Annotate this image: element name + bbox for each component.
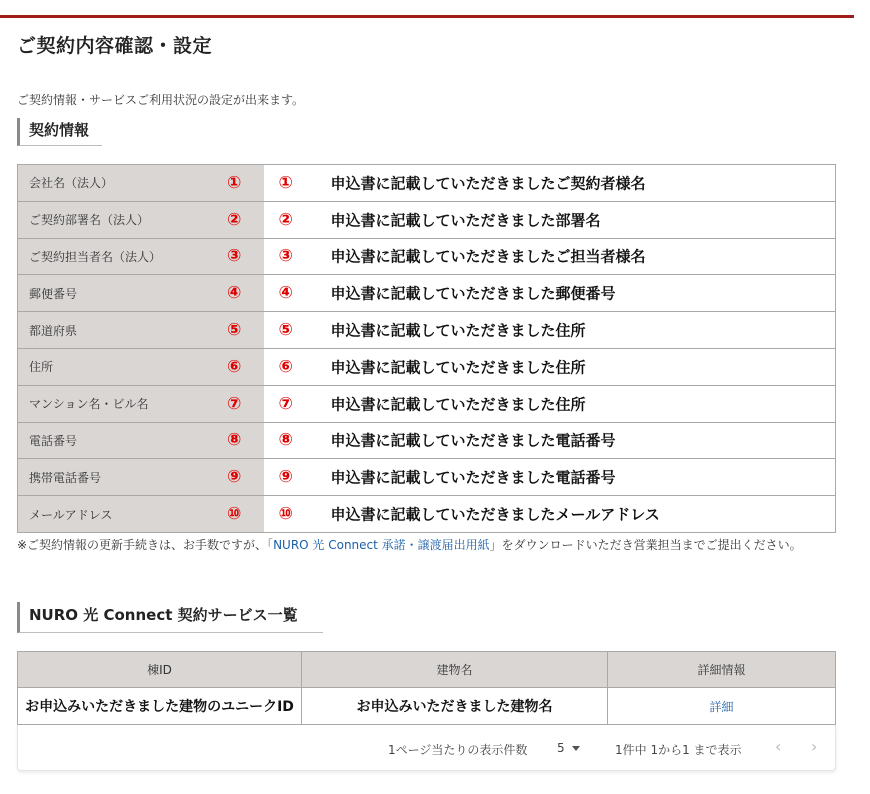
field-label: 住所 ⑥: [18, 348, 264, 385]
field-label: 会社名（法人） ①: [18, 165, 264, 202]
value-marker: ⑨: [278, 467, 293, 488]
table-row: [18, 165, 836, 202]
value-text: 申込書に記載していただきました郵便番号: [330, 284, 616, 303]
value-marker: ⑩: [278, 504, 293, 525]
column-header-details[interactable]: 詳細情報: [608, 652, 836, 688]
value-marker: ②: [278, 209, 293, 230]
column-header-building-id[interactable]: 棟ID: [18, 652, 302, 688]
value-text: 申込書に記載していただきました電話番号: [330, 468, 616, 487]
building-id-cell: お申込みいただきました建物のユニークID: [18, 688, 302, 725]
field-marker: ②: [227, 209, 242, 230]
field-value: [264, 385, 836, 422]
table-row: [18, 385, 836, 422]
value-text: 申込書に記載していただきましたメールアドレス: [330, 505, 660, 524]
chevron-down-icon[interactable]: [572, 746, 580, 751]
contract-info-table: [17, 164, 836, 533]
value-text: 申込書に記載していただきました住所: [330, 395, 586, 414]
per-page-label: 1ページ当たりの表示件数: [388, 743, 528, 757]
table-row: [18, 238, 836, 275]
field-marker: ③: [227, 246, 242, 267]
value-marker: ⑤: [278, 320, 293, 341]
page-title: ご契約内容確認・設定: [17, 35, 213, 57]
value-text: 申込書に記載していただきました住所: [330, 321, 586, 340]
field-label: 電話番号 ⑧: [18, 422, 264, 459]
field-value: [264, 496, 836, 533]
field-label: 郵便番号 ④: [18, 275, 264, 312]
service-table: [17, 651, 836, 725]
value-text: 申込書に記載していただきました住所: [330, 358, 586, 377]
table-row: [18, 348, 836, 385]
column-header-building-name[interactable]: 建物名: [302, 652, 608, 688]
service-list: [17, 651, 836, 771]
field-value: [264, 201, 836, 238]
field-label: 携帯電話番号 ⑨: [18, 459, 264, 496]
value-marker: ①: [278, 172, 293, 193]
contract-update-note: ※ご契約情報の更新手続きは、お手数ですが、「NURO 光 Connect 承諾・譲渡届出用紙」をダウンロードいただき営業担当までご提出ください。: [17, 538, 802, 552]
chevron-right-icon[interactable]: ›: [811, 737, 818, 756]
service-list-heading: NURO 光 Connect 契約サービス一覧: [17, 602, 323, 633]
field-label: ご契約担当者名（法人） ③: [18, 238, 264, 275]
building-name-cell: お申込みいただきました建物名: [302, 688, 608, 725]
field-value: [264, 275, 836, 312]
per-page-select[interactable]: 5: [557, 741, 565, 755]
field-marker: ④: [227, 283, 242, 304]
field-label: 都道府県 ⑤: [18, 312, 264, 349]
field-value: [264, 459, 836, 496]
table-row: [18, 422, 836, 459]
table-row: [18, 312, 836, 349]
chevron-left-icon[interactable]: ‹: [775, 737, 782, 756]
value-marker: ④: [278, 283, 293, 304]
table-row: [18, 201, 836, 238]
value-text: 申込書に記載していただきましたご担当者様名: [330, 247, 646, 266]
field-marker: ①: [227, 172, 242, 193]
field-marker: ⑩: [227, 504, 242, 525]
details-link[interactable]: 詳細: [608, 688, 836, 725]
field-label: ご契約部署名（法人） ②: [18, 201, 264, 238]
field-value: [264, 422, 836, 459]
value-marker: ⑥: [278, 356, 293, 377]
table-row: [18, 688, 836, 725]
field-marker: ⑤: [227, 320, 242, 341]
value-text: 申込書に記載していただきました部署名: [330, 211, 601, 230]
contract-info-heading: 契約情報: [17, 118, 102, 146]
table-row: [18, 496, 836, 533]
field-marker: ⑧: [227, 430, 242, 451]
field-value: [264, 165, 836, 202]
table-row: [18, 275, 836, 312]
header-accent-line: [0, 15, 854, 18]
page-intro: ご契約情報・サービスご利用状況の設定が出来ます。: [17, 93, 305, 107]
application-form-link[interactable]: NURO 光 Connect 承諾・譲渡届出用紙: [273, 538, 490, 552]
field-marker: ⑥: [227, 356, 242, 377]
field-value: [264, 312, 836, 349]
field-value: [264, 238, 836, 275]
value-text: 申込書に記載していただきました電話番号: [330, 431, 616, 450]
value-marker: ③: [278, 246, 293, 267]
pagination-range: 1件中 1から1 まで表示: [615, 743, 742, 757]
field-marker: ⑦: [227, 393, 242, 414]
value-marker: ⑦: [278, 393, 293, 414]
value-marker: ⑧: [278, 430, 293, 451]
field-value: [264, 348, 836, 385]
value-text: 申込書に記載していただきましたご契約者様名: [330, 174, 646, 193]
field-label: メールアドレス ⑩: [18, 496, 264, 533]
field-label: マンション名・ビル名 ⑦: [18, 385, 264, 422]
table-row: [18, 459, 836, 496]
pagination-bar: [17, 725, 836, 771]
field-marker: ⑨: [227, 467, 242, 488]
